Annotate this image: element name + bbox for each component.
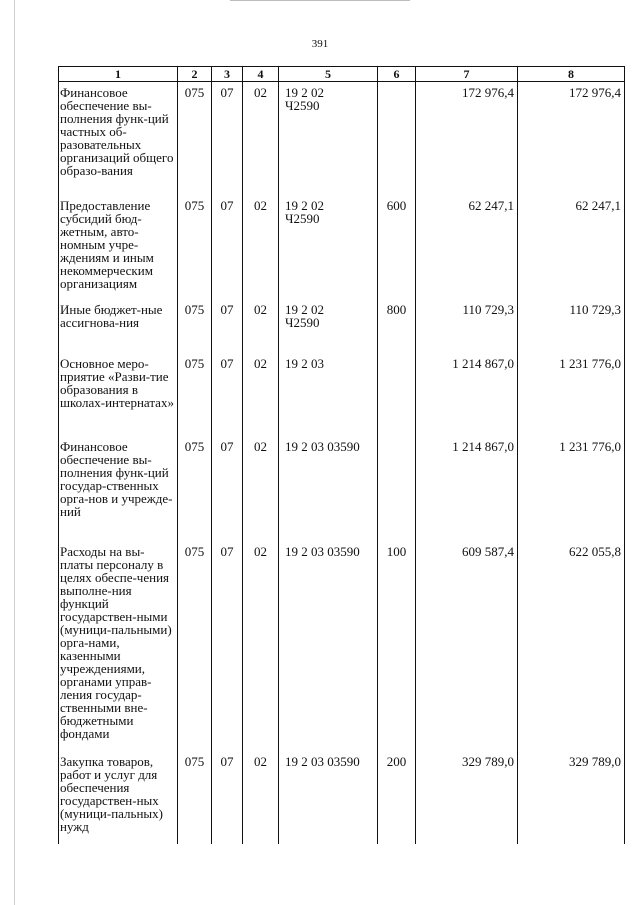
expense-type: [378, 353, 416, 436]
amount-col7: 329 789,0: [416, 751, 518, 844]
target-article-line1: 19 2 03 03590: [285, 439, 360, 454]
expense-type: [378, 436, 416, 541]
left-scan-edge: [14, 0, 15, 905]
amount-col8: 172 976,4: [518, 82, 625, 196]
row-name: Финансовое обеспечение вы-полнения функ-ций государ-ственных орга-нов и учрежде-ний: [59, 436, 178, 541]
target-article-cell: [279, 195, 378, 299]
row-name: Расходы на вы-платы персоналу в целях обеспе-чения выполне-ния функций государствен-ными (муници-пальными) орга-нами, казенными учреждениями, органами управ-ления государ-ственными вне-бюджетными фондами: [59, 541, 178, 751]
target-article-cell: [279, 82, 378, 196]
section-code: 07: [212, 195, 243, 299]
top-scan-rule: [230, 0, 410, 1]
row-name: Финансовое обеспечение вы-полнения функ-ций частных об-разовательных организаций общего образо-вания: [59, 82, 178, 196]
col-header-2: 2: [178, 67, 212, 82]
amount-col7: 609 587,4: [416, 541, 518, 751]
ministry-code: 075: [178, 195, 212, 299]
target-article-cell: [279, 541, 378, 751]
target-article-cell: [279, 751, 378, 844]
amount-col8: 110 729,3: [518, 299, 625, 353]
section-code: 07: [212, 751, 243, 844]
subsection-code: 02: [243, 299, 279, 353]
ministry-code: 075: [178, 299, 212, 353]
subsection-code: 02: [243, 436, 279, 541]
table-row: [59, 299, 625, 353]
target-article-line2: Ч2590: [285, 315, 320, 330]
section-code: 07: [212, 353, 243, 436]
target-article-line1: 19 2 02: [285, 302, 324, 317]
row-name: Основное меро-приятие «Разви-тие образования в школах-интернатах»: [59, 353, 178, 436]
section-code: 07: [212, 82, 243, 196]
ministry-code: 075: [178, 353, 212, 436]
subsection-code: 02: [243, 82, 279, 196]
amount-col7: 1 214 867,0: [416, 436, 518, 541]
table-row: [59, 541, 625, 751]
col-header-4: 4: [243, 67, 279, 82]
amount-col8: 1 231 776,0: [518, 436, 625, 541]
amount-col7: 62 247,1: [416, 195, 518, 299]
target-article-line1: 19 2 03 03590: [285, 544, 360, 559]
amount-col7: 172 976,4: [416, 82, 518, 196]
table-row: [59, 751, 625, 844]
col-header-7: 7: [416, 67, 518, 82]
table-row: [59, 353, 625, 436]
target-article-line1: 19 2 02: [285, 198, 324, 213]
ministry-code: 075: [178, 436, 212, 541]
amount-col8: 1 231 776,0: [518, 353, 625, 436]
section-code: 07: [212, 436, 243, 541]
ministry-code: 075: [178, 751, 212, 844]
col-header-5: 5: [279, 67, 378, 82]
amount-col8: 62 247,1: [518, 195, 625, 299]
expense-type: 600: [378, 195, 416, 299]
section-code: 07: [212, 541, 243, 751]
expense-type: 800: [378, 299, 416, 353]
expense-type: 200: [378, 751, 416, 844]
target-article-line1: 19 2 02: [285, 85, 324, 100]
target-article-line2: Ч2590: [285, 211, 320, 226]
col-header-6: 6: [378, 67, 416, 82]
budget-table: [58, 66, 625, 844]
ministry-code: 075: [178, 82, 212, 196]
expense-type: [378, 82, 416, 196]
target-article-cell: [279, 353, 378, 436]
table-row: [59, 195, 625, 299]
target-article-cell: [279, 436, 378, 541]
table-row: [59, 436, 625, 541]
subsection-code: 02: [243, 353, 279, 436]
col-header-3: 3: [212, 67, 243, 82]
row-name: Предоставление субсидий бюд-жетным, авто-номным учре-ждениям и иным некоммерческим организациям: [59, 195, 178, 299]
subsection-code: 02: [243, 541, 279, 751]
row-name: Закупка товаров, работ и услуг для обеспечения государствен-ных (муници-пальных) нужд: [59, 751, 178, 844]
amount-col7: 1 214 867,0: [416, 353, 518, 436]
page-number: 391: [311, 38, 329, 50]
expense-type: 100: [378, 541, 416, 751]
section-code: 07: [212, 299, 243, 353]
subsection-code: 02: [243, 195, 279, 299]
target-article-line1: 19 2 03: [285, 356, 324, 371]
target-article-cell: [279, 299, 378, 353]
target-article-line2: Ч2590: [285, 98, 320, 113]
amount-col7: 110 729,3: [416, 299, 518, 353]
amount-col8: 329 789,0: [518, 751, 625, 844]
col-header-1: 1: [59, 67, 178, 82]
amount-col8: 622 055,8: [518, 541, 625, 751]
col-header-8: 8: [518, 67, 625, 82]
table-row: [59, 82, 625, 196]
row-name: Иные бюджет-ные ассигнова-ния: [59, 299, 178, 353]
header-row: [59, 67, 625, 82]
ministry-code: 075: [178, 541, 212, 751]
subsection-code: 02: [243, 751, 279, 844]
target-article-line1: 19 2 03 03590: [285, 754, 360, 769]
